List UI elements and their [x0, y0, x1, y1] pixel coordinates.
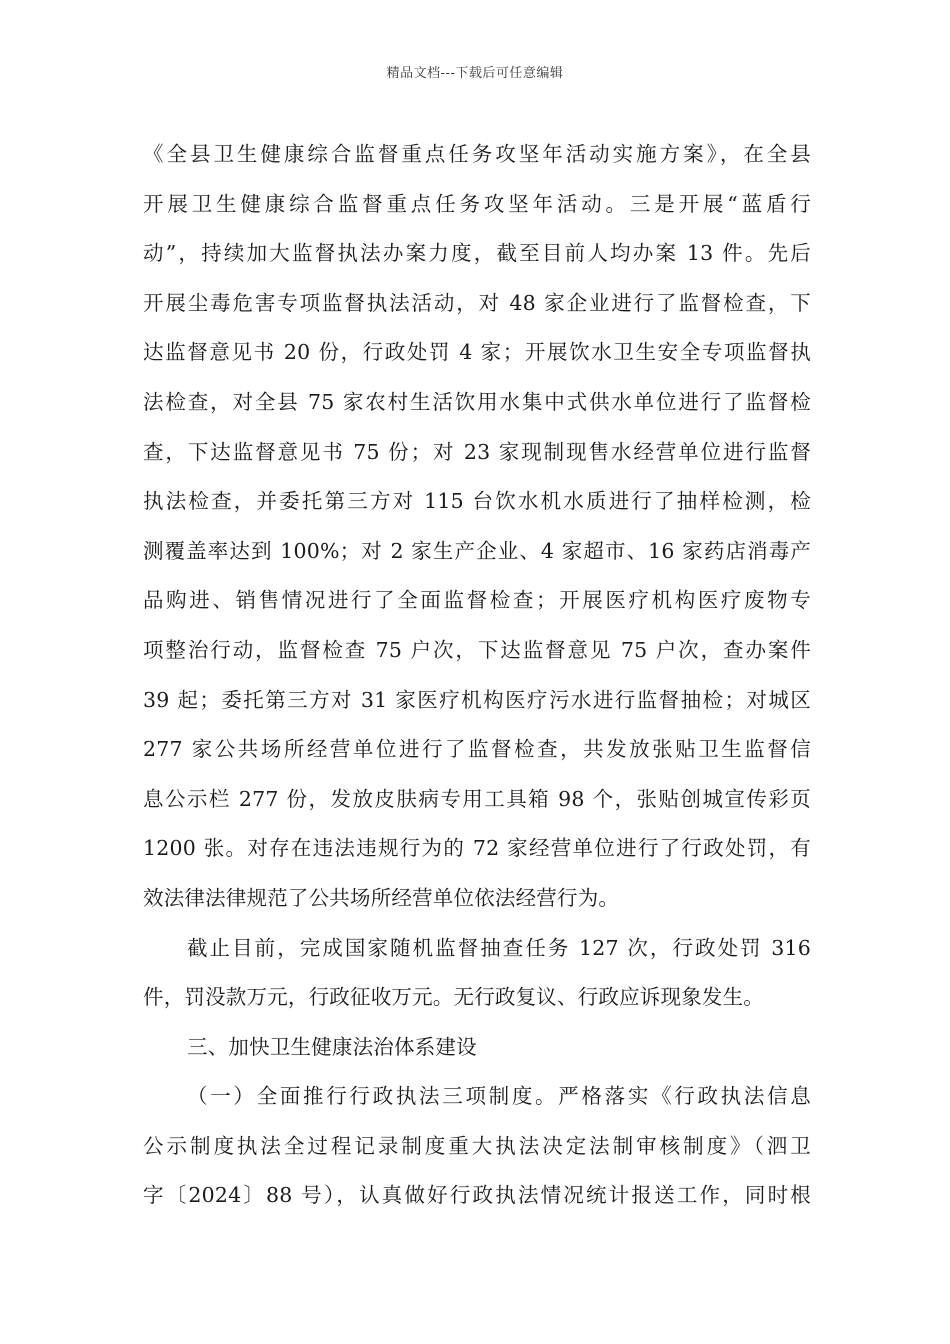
text-line: 277 家公共场所经营单位进行了监督检查，共发放张贴卫生监督信 — [143, 737, 811, 762]
paragraph-1 — [143, 130, 811, 924]
text-line: 执法检查，并委托第三方对 115 台饮水机水质进行了抽样检测，检 — [143, 489, 811, 514]
text-line: 查，下达监督意见书 75 份；对 23 家现制现售水经营单位进行监督 — [143, 439, 811, 464]
document-body — [143, 130, 811, 1221]
text-line: 动”，持续加大监督执法办案力度，截至目前人均办案 13 件。先后 — [143, 241, 811, 266]
text-line: 项整治行动，监督检查 75 户次，下达监督意见 75 户次，查办案件 — [143, 637, 811, 662]
text-line: （一）全面推行行政执法三项制度。严格落实《行政执法信息 — [187, 1084, 811, 1109]
text-line: 公示制度执法全过程记录制度重大执法决定法制审核制度》（泗卫 — [143, 1133, 811, 1158]
text-line: 品购进、销售情况进行了全面监督检查；开展医疗机构医疗废物专 — [143, 588, 811, 613]
text-line: 测覆盖率达到 100%；对 2 家生产企业、4 家超市、16 家药店消毒产 — [143, 538, 811, 563]
text-line: 开展卫生健康综合监督重点任务攻坚年活动。三是开展“蓝盾行 — [143, 191, 811, 216]
text-line: 达监督意见书 20 份，行政处罚 4 家；开展饮水卫生安全专项监督执 — [143, 340, 811, 365]
text-line: 开展尘毒危害专项监督执法活动，对 48 家企业进行了监督检查，下 — [143, 290, 811, 315]
text-line: 39 起；委托第三方对 31 家医疗机构医疗污水进行监督抽检；对城区 — [143, 687, 811, 712]
text-line: 字〔2024〕88 号），认真做好行政执法情况统计报送工作，同时根 — [143, 1183, 811, 1208]
page-header: 精品文档---下载后可任意编辑 — [386, 66, 564, 81]
paragraph-3 — [143, 1072, 811, 1221]
text-line: 截止目前，完成国家随机监督抽查任务 127 次，行政处罚 316 — [187, 935, 811, 960]
paragraph-2 — [143, 924, 811, 1023]
section-heading — [143, 1023, 811, 1073]
text-line: 《全县卫生健康综合监督重点任务攻坚年活动实施方案》，在全县 — [143, 142, 811, 166]
text-line: 息公示栏 277 份，发放皮肤病专用工具箱 98 个，张贴创城宣传彩页 — [143, 786, 811, 811]
text-line: 件，罚没款万元，行政征收万元。无行政复议、行政应诉现象发生。 — [143, 985, 764, 1010]
text-line: 1200 张。对存在违法违规行为的 72 家经营单位进行了行政处罚，有 — [143, 836, 811, 861]
text-line: 效法律法律规范了公共场所经营单位依法经营行为。 — [143, 885, 620, 910]
text-line: 法检查，对全县 75 家农村生活饮用水集中式供水单位进行了监督检 — [143, 389, 811, 414]
section-heading-text: 三、加快卫生健康法治体系建设 — [187, 1034, 477, 1059]
